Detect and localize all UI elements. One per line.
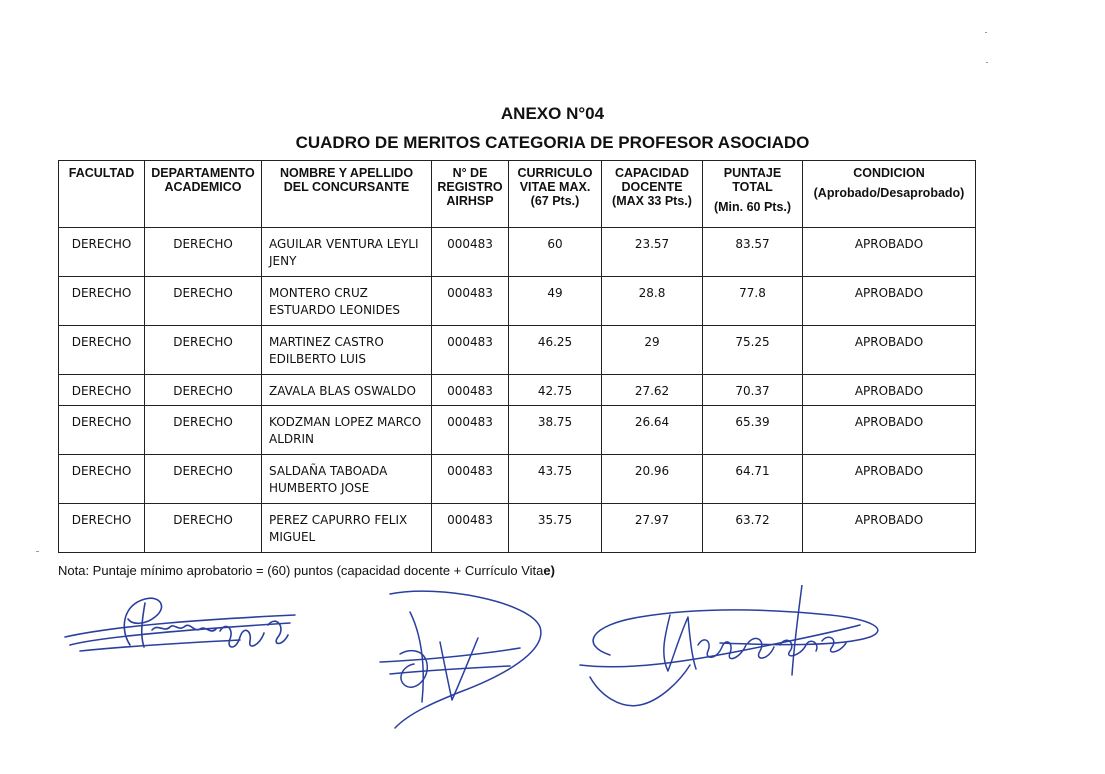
footnote-text: Nota: Puntaje mínimo aprobatorio = (60) puntos (capacidad docente + Currículo Vita bbox=[58, 563, 544, 578]
cell-facultad: DERECHO bbox=[59, 455, 145, 504]
cell-departamento: DERECHO bbox=[145, 228, 262, 277]
cell-nombre: MONTERO CRUZ ESTUARDO LEONIDES bbox=[262, 277, 432, 326]
cell-registro: 000483 bbox=[432, 504, 509, 553]
cell-condicion: APROBADO bbox=[803, 228, 976, 277]
header-departamento: DEPARTAMENTO ACADEMICO bbox=[145, 161, 262, 228]
cell-total: 75.25 bbox=[703, 326, 803, 375]
cell-condicion: APROBADO bbox=[803, 406, 976, 455]
cell-total: 83.57 bbox=[703, 228, 803, 277]
table-row bbox=[59, 326, 976, 375]
cell-curriculo: 42.75 bbox=[509, 375, 602, 406]
table-row bbox=[59, 277, 976, 326]
cell-nombre: AGUILAR VENTURA LEYLI JENY bbox=[262, 228, 432, 277]
header-facultad: FACULTAD bbox=[59, 161, 145, 228]
cell-curriculo: 46.25 bbox=[509, 326, 602, 375]
cell-capacidad: 26.64 bbox=[602, 406, 703, 455]
cell-facultad: DERECHO bbox=[59, 228, 145, 277]
header-registro: N° DE REGISTRO AIRHSP bbox=[432, 161, 509, 228]
footnote bbox=[58, 563, 555, 578]
cell-registro: 000483 bbox=[432, 277, 509, 326]
cell-capacidad: 29 bbox=[602, 326, 703, 375]
cell-registro: 000483 bbox=[432, 455, 509, 504]
cell-nombre: ZAVALA BLAS OSWALDO bbox=[262, 375, 432, 406]
scan-speck bbox=[986, 62, 988, 63]
cell-capacidad: 23.57 bbox=[602, 228, 703, 277]
cell-nombre: PEREZ CAPURRO FELIX MIGUEL bbox=[262, 504, 432, 553]
cell-condicion: APROBADO bbox=[803, 455, 976, 504]
scan-speck bbox=[985, 32, 987, 33]
header-puntaje: PUNTAJE TOTAL (Min. 60 Pts.) bbox=[703, 161, 803, 228]
cell-departamento: DERECHO bbox=[145, 326, 262, 375]
cell-capacidad: 27.97 bbox=[602, 504, 703, 553]
cell-condicion: APROBADO bbox=[803, 504, 976, 553]
cell-total: 65.39 bbox=[703, 406, 803, 455]
cell-departamento: DERECHO bbox=[145, 455, 262, 504]
cell-condicion: APROBADO bbox=[803, 326, 976, 375]
cell-facultad: DERECHO bbox=[59, 406, 145, 455]
signature-3 bbox=[570, 585, 890, 715]
cell-curriculo: 49 bbox=[509, 277, 602, 326]
cell-nombre: KODZMAN LOPEZ MARCO ALDRIN bbox=[262, 406, 432, 455]
cell-curriculo: 38.75 bbox=[509, 406, 602, 455]
header-capacidad: CAPACIDAD DOCENTE (MAX 33 Pts.) bbox=[602, 161, 703, 228]
merits-table bbox=[58, 160, 976, 553]
cell-facultad: DERECHO bbox=[59, 504, 145, 553]
cell-capacidad: 20.96 bbox=[602, 455, 703, 504]
cell-nombre: SALDAÑA TABOADA HUMBERTO JOSE bbox=[262, 455, 432, 504]
cell-capacidad: 28.8 bbox=[602, 277, 703, 326]
table-row bbox=[59, 455, 976, 504]
cell-nombre: MARTINEZ CASTRO EDILBERTO LUIS bbox=[262, 326, 432, 375]
cell-registro: 000483 bbox=[432, 228, 509, 277]
cell-capacidad: 27.62 bbox=[602, 375, 703, 406]
cell-departamento: DERECHO bbox=[145, 277, 262, 326]
table-header-row bbox=[59, 161, 976, 228]
header-curriculo: CURRICULO VITAE MAX. (67 Pts.) bbox=[509, 161, 602, 228]
signature-1 bbox=[60, 585, 300, 665]
cell-facultad: DERECHO bbox=[59, 326, 145, 375]
cell-registro: 000483 bbox=[432, 375, 509, 406]
cell-total: 77.8 bbox=[703, 277, 803, 326]
table-row bbox=[59, 375, 976, 406]
cell-condicion: APROBADO bbox=[803, 277, 976, 326]
table-row bbox=[59, 406, 976, 455]
header-nombre: NOMBRE Y APELLIDO DEL CONCURSANTE bbox=[262, 161, 432, 228]
table-row bbox=[59, 228, 976, 277]
cell-curriculo: 60 bbox=[509, 228, 602, 277]
signature-2 bbox=[370, 582, 560, 732]
cell-facultad: DERECHO bbox=[59, 375, 145, 406]
cell-curriculo: 35.75 bbox=[509, 504, 602, 553]
scan-speck bbox=[36, 551, 39, 552]
cell-departamento: DERECHO bbox=[145, 406, 262, 455]
cell-departamento: DERECHO bbox=[145, 375, 262, 406]
cell-total: 63.72 bbox=[703, 504, 803, 553]
cell-total: 70.37 bbox=[703, 375, 803, 406]
footnote-text-end: e) bbox=[543, 563, 555, 578]
cell-departamento: DERECHO bbox=[145, 504, 262, 553]
cell-curriculo: 43.75 bbox=[509, 455, 602, 504]
cell-facultad: DERECHO bbox=[59, 277, 145, 326]
table-row bbox=[59, 504, 976, 553]
document-subtitle: CUADRO DE MERITOS CATEGORIA DE PROFESOR ASOCIADO bbox=[295, 133, 810, 152]
cell-total: 64.71 bbox=[703, 455, 803, 504]
cell-registro: 000483 bbox=[432, 406, 509, 455]
cell-registro: 000483 bbox=[432, 326, 509, 375]
header-condicion: CONDICION (Aprobado/Desaprobado) bbox=[803, 161, 976, 228]
document-title: ANEXO N°04 bbox=[500, 104, 605, 123]
cell-condicion: APROBADO bbox=[803, 375, 976, 406]
